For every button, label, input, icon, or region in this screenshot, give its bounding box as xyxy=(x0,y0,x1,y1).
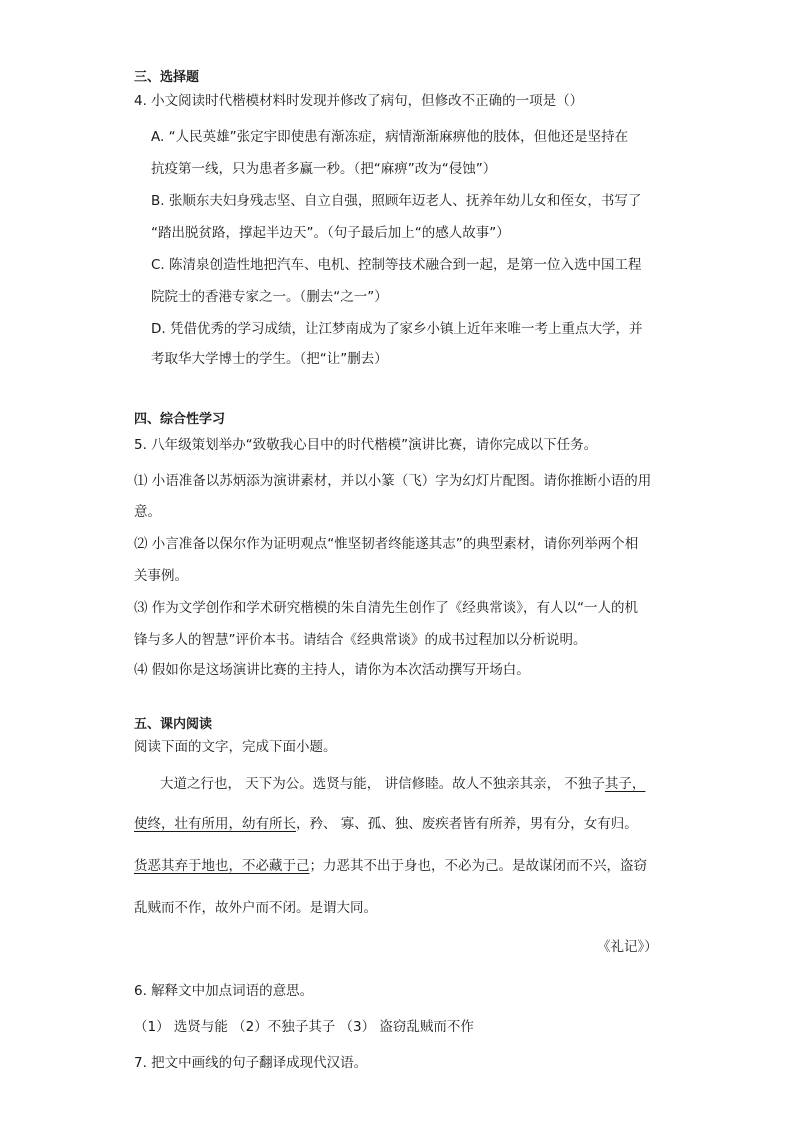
option-c-line-2: 院院士的香港专家之一。（删去“之一”） xyxy=(151,289,388,305)
task-2-line-2: 关事例。 xyxy=(134,568,188,584)
option-d-line-2: 考取华大学博士的学生。（把“让”删去） xyxy=(151,351,388,367)
question-4-stem: 4. 小文阅读时代楷模材料时发现并修改了病句，但修改不正确的一项是（） xyxy=(134,93,584,109)
reading-intro: 阅读下面的文字，完成下面小题。 xyxy=(134,739,337,755)
option-b-line-2: “踏出脱贫路，撑起半边天”。（句子最后加上“的感人故事”） xyxy=(151,225,510,241)
passage-line-2-text: ，矜、 寡、孤、独、废疾者皆有所养，男有分，女有归。 xyxy=(296,816,638,832)
option-a-line-1: A. “人民英雄”张定宇即使患有渐冻症，病情渐渐麻痹他的肢体，但他还是坚持在 xyxy=(151,129,629,145)
passage-line-1 xyxy=(160,775,645,793)
passage-source: 《礼记》） xyxy=(597,939,658,955)
passage-line-3-text: ；力恶其不出于身也，不必为己。是故谋闭而不兴，盗窃 xyxy=(309,858,647,874)
task-3-line-1: ⑶ 作为文学创作和学术研究楷模的朱自清先生创作了《经典常谈》，有人以“一人的机 xyxy=(134,600,639,616)
option-a-line-2: 抗疫第一线，只为患者多赢一秒。（把“麻痹”改为“侵蚀”） xyxy=(151,161,497,177)
task-3-line-2: 锋与多人的智慧”评价本书。请结合《经典常谈》的成书过程加以分析说明。 xyxy=(134,632,587,648)
passage-line-4: 乱贼而不作，故外户而不闭。是谓大同。 xyxy=(134,900,377,916)
task-1-line-2: 意。 xyxy=(134,504,161,520)
passage-line-3 xyxy=(134,857,647,875)
question-5-stem: 5. 八年级策划举办“致敬我心目中的时代楷模”演讲比赛，请你完成以下任务。 xyxy=(134,437,598,453)
passage-line-3-underlined: 货恶其弃于地也，不必藏于己 xyxy=(134,858,310,874)
passage-line-1-underlined: 其子， xyxy=(604,776,646,792)
section-heading-reading: 五、课内阅读 xyxy=(134,717,213,732)
passage-line-2-underlined: 使终，壮有所用，幼有所长 xyxy=(134,816,296,832)
option-d-line-1: D. 凭借优秀的学习成绩，让江梦南成为了家乡小镇上近年来唯一考上重点大学，并 xyxy=(151,321,643,337)
question-6-stem: 6. 解释文中加点词语的意思。 xyxy=(134,983,314,999)
section-heading-choice: 三、选择题 xyxy=(134,70,200,85)
question-7-stem: 7. 把文中画线的句子翻译成现代汉语。 xyxy=(134,1055,368,1071)
task-1-line-1: ⑴ 小语准备以苏炳添为演讲素材，并以小篆（飞）字为幻灯片配图。请你推断小语的用 xyxy=(134,473,652,489)
passage-line-1-text: 大道之行也， 天下为公。选贤与能， 讲信修睦。故人不独亲其亲， 不独子 xyxy=(160,776,605,792)
option-c-line-1: C. 陈清泉创造性地把汽车、电机、控制等技术融合到一起，是第一位入选中国工程 xyxy=(151,257,642,273)
question-6-items: （1） 选贤与能 （2）不独子其子 （3） 盗窃乱贼而不作 xyxy=(134,1019,474,1035)
passage-line-2 xyxy=(134,815,638,833)
task-4-line: ⑷ 假如你是这场演讲比赛的主持人，请你为本次活动撰写开场白。 xyxy=(134,662,530,678)
section-heading-comprehensive: 四、综合性学习 xyxy=(134,412,226,427)
option-b-line-1: B. 张顺东夫妇身残志坚、自立自强，照顾年迈老人、抚养年幼儿女和侄女，书写了 xyxy=(151,193,642,209)
task-2-line-1: ⑵ 小言准备以保尔作为证明观点“惟坚韧者终能遂其志”的典型素材，请你列举两个相 xyxy=(134,536,639,552)
